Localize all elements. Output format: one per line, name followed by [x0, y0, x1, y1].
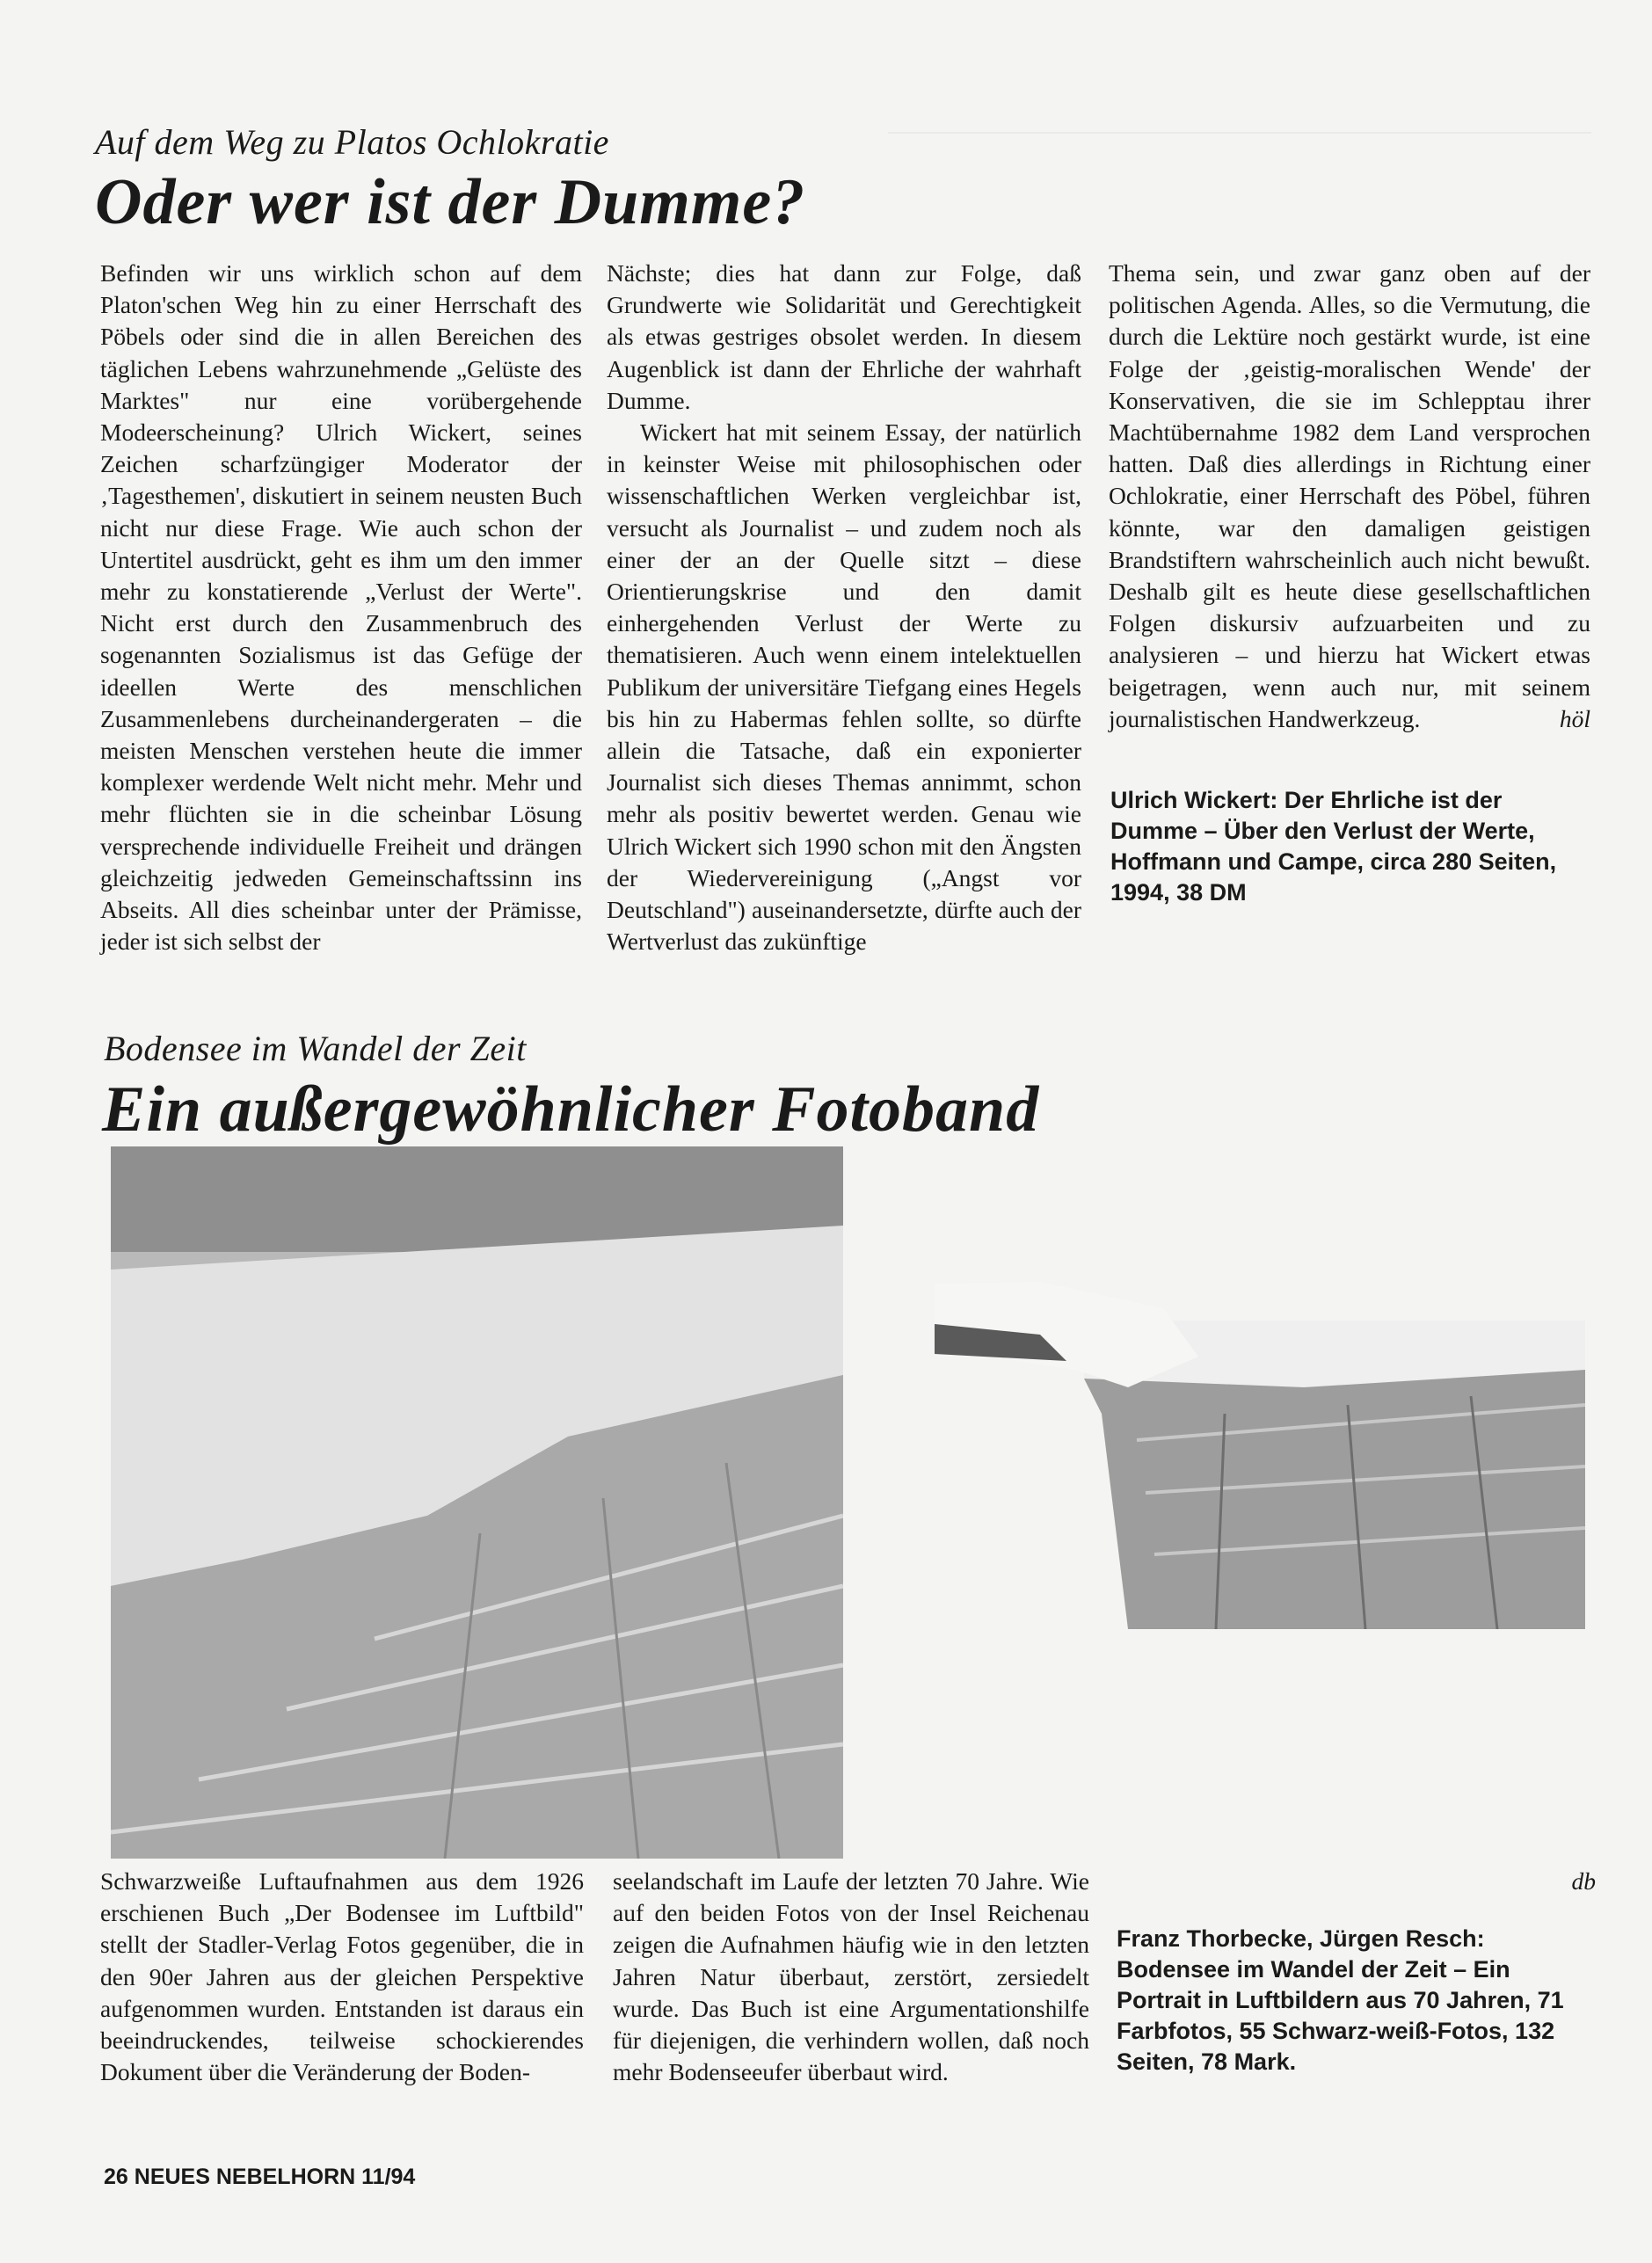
- aerial-photo-1926-image: [111, 1146, 843, 1859]
- article1-col1-text: Befinden wir uns wirklich schon auf dem Platon'schen Weg hin zu einer Herrschaft des Pöbels oder sind die in allen Bereichen des täglichen Lebens wahrzunehmende „Gelüste des Marktes" nur eine vorübergehende Modeerscheinung? Ulrich Wickert, seines Zeichen scharfzüngiger Moderator der ‚Tagesthemen', diskutiert in seinem neusten Buch nicht nur diese Frage. Wie auch schon der Untertitel ausdrückt, geht es ihm um den immer mehr zu konstatierende „Verlust der Werte". Nicht erst durch den Zusammenbruch des sogenannten Sozialismus ist das Gefüge der ideellen Werte des menschlichen Zusammenlebens durcheinandergeraten – die meisten Menschen verstehen heute die immer komplexer werdende Welt nicht mehr. Mehr und mehr flüchten sie in die scheinbar Lösung versprechende individuelle Freiheit und drängen gleichzeitig jedweden Gemeinschaftssinn ins Abseits. All dies scheinbar unter der Prämisse, jeder ist sich selbst der: [100, 259, 582, 956]
- aerial-photo-1926: [111, 1146, 843, 1859]
- aerial-photo-90s-image: [935, 1273, 1585, 1629]
- article2-column-1: [100, 1866, 584, 2088]
- aerial-photo-90s: [935, 1273, 1585, 1629]
- article1-col3-text: Thema sein, und zwar ganz oben auf der politischen Agenda. Alles, so die Vermutung, die durch die Lektüre noch gestärkt wurde, ist eine Folge der ‚geistig-moralischen Wende' der Konservativen, die sie im Schlepptau ihrer Machtübernahme 1982 dem Land versprochen hatten. Daß dies allerdings in Richtung einer Ochlokratie, einer Herrschaft des Pöbel, führen könnte, war den damaligen geistigen Brandstiftern wahrscheinlich auch nicht bewußt. Deshalb gilt es heute diese gesellschaftlichen Folgen diskursiv aufzuarbeiten und zu analysieren – und hierzu hat Wickert etwas beigetragen, wenn auch nur, mit seinem journalistischen Handwerkzeug.: [1109, 259, 1590, 732]
- bleed-through: [888, 123, 1591, 211]
- magazine-name: NEUES NEBELHORN: [134, 2165, 356, 2189]
- article2-headline: Ein außergewöhnlicher Fotoband: [102, 1073, 1040, 1146]
- article2-col2-text: seelandschaft im Laufe der letzten 70 Jahre. Wie auf den beiden Fotos von der Insel Reichenau zeigen die Aufnahmen häufig wie in den letzten Jahren Natur überbaut, zerstört, zersiedelt wurde. Das Buch ist eine Argumentationshilfe für diejenigen, die verhindern wollen, daß noch mehr Bodenseeufer überbaut wird.: [613, 1867, 1089, 2086]
- article2-col1-text: Schwarzweiße Luftaufnahmen aus dem 1926 erschienen Buch „Der Bodensee im Luftbild" stellt der Stadler-Verlag Fotos gegenüber, die in den 90er Jahren aus der gleichen Perspektive aufgenommen wurden. Entstanden ist daraus ein beeindruckendes, teilweise schockierendes Dokument über die Veränderung der Boden-: [100, 1867, 584, 2086]
- article1-kicker: Auf dem Weg zu Platos Ochlokratie: [95, 122, 609, 162]
- article1-col2-para1: Nächste; dies hat dann zur Folge, daß Grundwerte wie Solidarität und Gerechtigkeit als etwas gestriges obsolet werden. In diesem Augenblick ist dann der Ehrliche der wahrhaft Dumme.: [607, 259, 1081, 414]
- article1-column-3: [1109, 258, 1590, 732]
- article1-column-2: [607, 258, 1081, 956]
- page-footer: [104, 2165, 415, 2190]
- page-number: 26: [104, 2165, 128, 2189]
- article2-kicker: Bodensee im Wandel der Zeit: [104, 1029, 527, 1068]
- article1-column-1: [100, 258, 582, 956]
- article1-book-info: Ulrich Wickert: Der Ehrliche ist der Dumme – Über den Verlust der Werte, Hoffmann und Campe, circa 280 Seiten, 1994, 38 DM: [1110, 787, 1557, 906]
- article2-signature: db: [1571, 1867, 1596, 1895]
- article2-column-2: [613, 1866, 1089, 2088]
- article1-headline: Oder wer ist der Dumme?: [95, 166, 806, 238]
- article1-signature: höl: [1559, 705, 1590, 733]
- issue-number: 11/94: [361, 2165, 416, 2189]
- article1-col2-para2: Wickert hat mit seinem Essay, der natürlich in keinster Weise mit philosophischen oder wissenschaftlichen Werken vergleichbar ist, versucht als Journalist – und zudem noch als einer der an der Quelle sitzt – diese Orientierungskrise und den damit einhergehenden Verlust der Werte zu thematisieren. Auch wenn einem intelektuellen Publikum der universitäre Tiefgang eines Hegels bis hin zu Habermas fehlen sollte, so dürfte allein die Tatsache, daß ein exponierter Journalist sich dieses Themas annimmt, schon mehr als positiv bewertet werden. Genau wie Ulrich Wickert sich 1990 schon mit den Ängsten der Wiedervereinigung („Angst vor Deutschland") auseinandersetzte, dürfte auch der Wertverlust das zukünftige: [607, 418, 1081, 956]
- article2-book-info: Franz Thorbecke, Jürgen Resch: Bodensee im Wandel der Zeit – Ein Portrait in Luftbildern aus 70 Jahren, 71 Farbfotos, 55 Schwarz-weiß-Fotos, 132 Seiten, 78 Mark.: [1117, 1925, 1564, 2075]
